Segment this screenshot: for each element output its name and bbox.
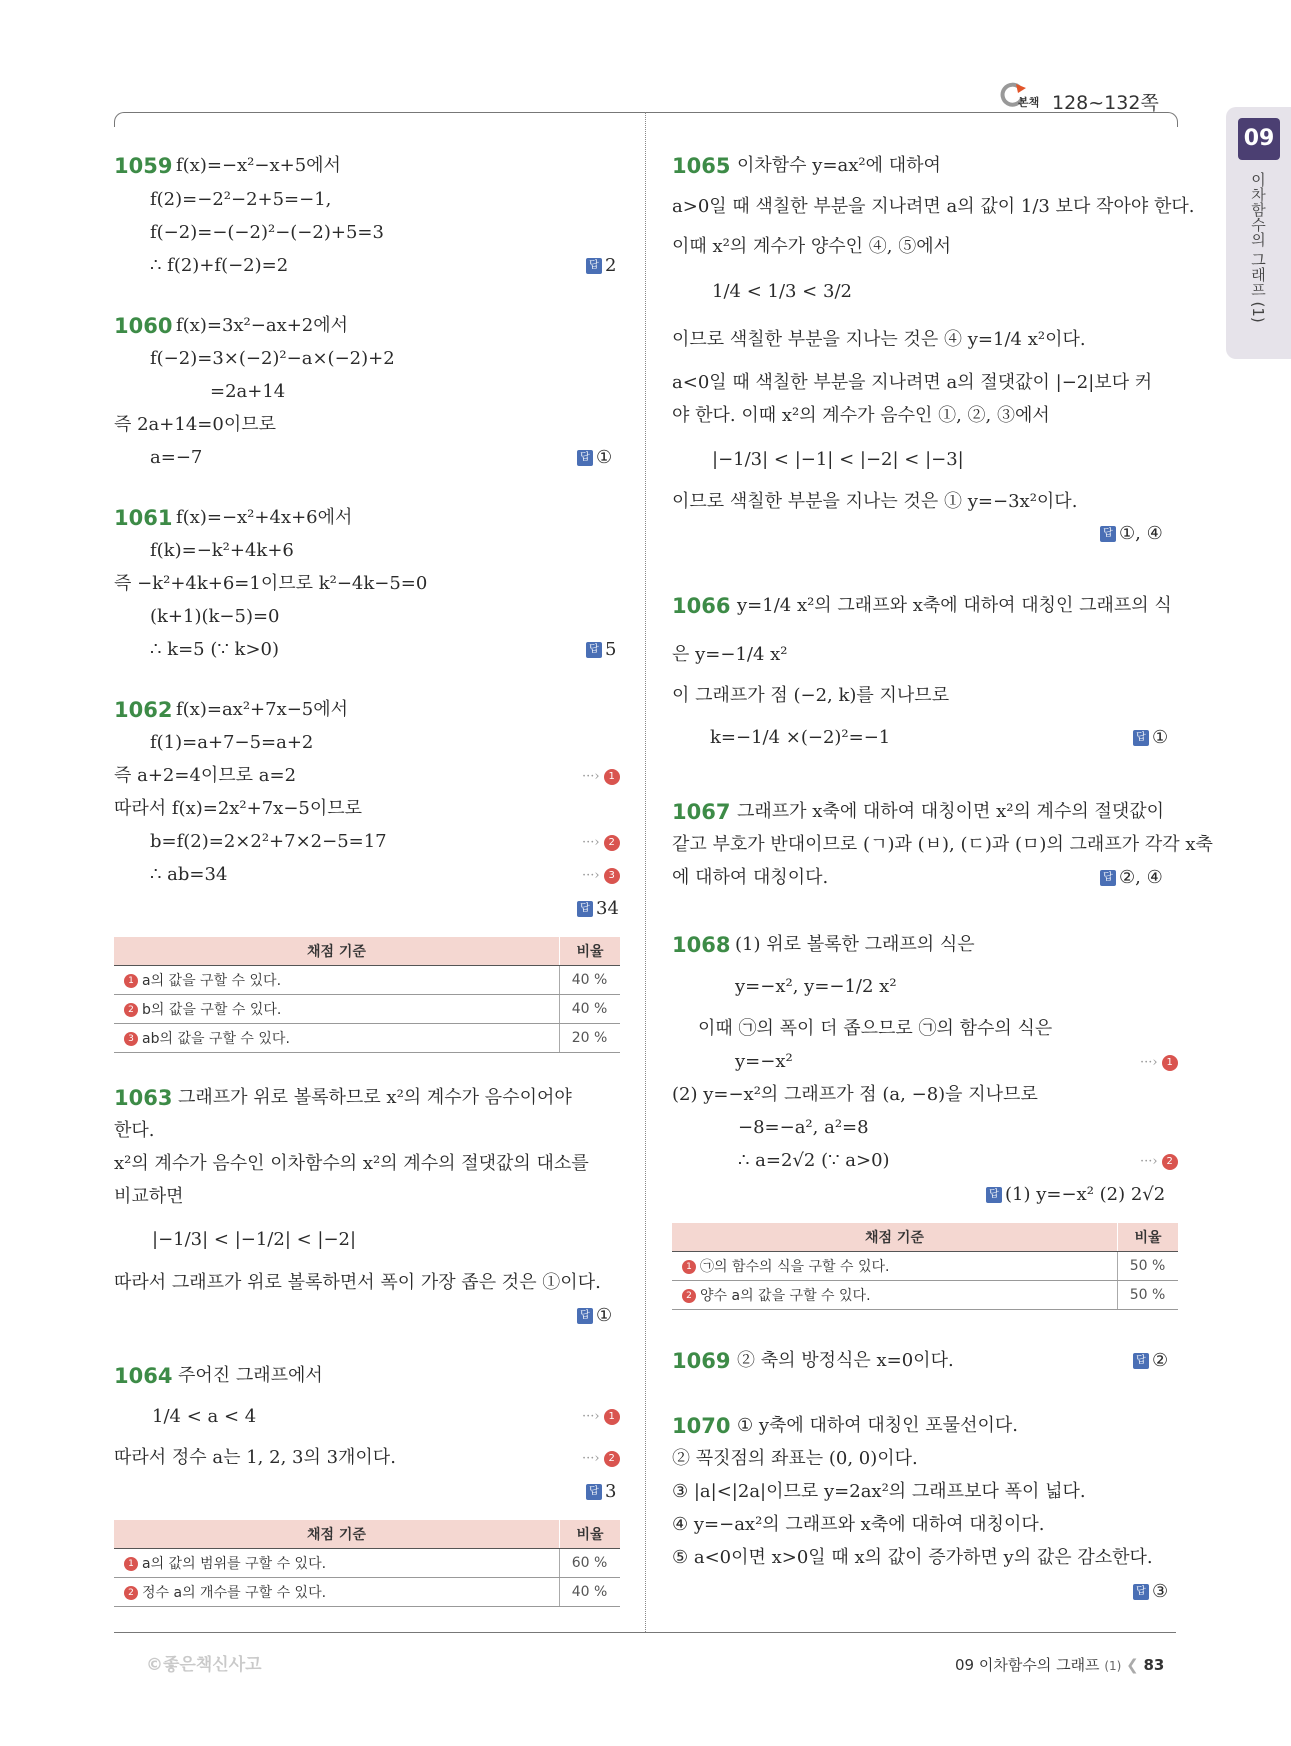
solution-line: (2) y=−x²의 그래프가 점 (a, −8)을 지나므로 [672, 1084, 1038, 1105]
criteria-row: 3 ab의 값을 구할 수 있다. [114, 1024, 560, 1053]
solution-line: 이때 ㉠의 폭이 더 좁으므로 ㉠의 함수의 식은 [698, 1018, 1053, 1039]
answer: 답 3 [586, 1480, 616, 1504]
solution-line: 에 대하여 대칭이다. [672, 867, 829, 888]
solution-line: 야 한다. 이때 x²의 계수가 음수인 ①, ②, ③에서 [672, 405, 1050, 426]
solution-line: f(x)=3x²−ax+2에서 [176, 315, 349, 336]
chevron-left-icon: ❮ [1126, 1656, 1139, 1674]
problem-number: 1065 [672, 154, 731, 178]
grading-criteria-table [114, 937, 620, 1053]
criteria-row: 1 a의 값의 범위를 구할 수 있다. [114, 1549, 560, 1578]
solution-line: 즉 2a+14=0이므로 [114, 414, 276, 435]
solution-line: f(x)=−x²−x+5에서 [176, 155, 341, 176]
solution-line: 1/4 < 1/3 < 3/2 [712, 281, 852, 302]
step-marker: ···› 3 [582, 867, 620, 885]
answer: 답 5 [586, 638, 616, 662]
solution-line: ⑤ a<0이면 x>0일 때 x의 값이 증가하면 y의 값은 감소한다. [672, 1547, 1153, 1568]
answer-box-icon: 답 [577, 1308, 593, 1324]
problem-number: 1061 [114, 506, 173, 530]
criteria-row: 1 ㉠의 함수의 식을 구할 수 있다. [672, 1252, 1118, 1281]
solution-line: y=1/4 x²의 그래프와 x축에 대하여 대칭인 그래프의 식 [737, 595, 1172, 616]
solution-line: ② 꼭짓점의 좌표는 (0, 0)이다. [672, 1448, 918, 1469]
solution-line: 따라서 f(x)=2x²+7x−5이므로 [114, 798, 363, 819]
solution-line: 이므로 색칠한 부분을 지나는 것은 ④ y=1/4 x²이다. [672, 329, 1086, 350]
step-marker-icon: 2 [1162, 1154, 1178, 1170]
ratio-header: 비율 [560, 1520, 621, 1549]
solution-line: 이므로 색칠한 부분을 지나는 것은 ① y=−3x²이다. [672, 491, 1078, 512]
solution-line: k=−1/4 ×(−2)²=−1 [710, 727, 891, 748]
problem-number: 1060 [114, 314, 173, 338]
criteria-ratio: 20 % [560, 1024, 621, 1053]
solution-line: 따라서 그래프가 위로 볼록하면서 폭이 가장 좁은 것은 ①이다. [114, 1272, 601, 1293]
solution-line: ∴ f(2)+f(−2)=2 [150, 255, 289, 276]
solution-line: b=f(2)=2×2²+7×2−5=17 [150, 831, 387, 852]
answer-box-icon: 답 [1133, 1353, 1149, 1369]
solution-line: |−1/3| < |−1/2| < |−2| [152, 1229, 357, 1250]
chapter-number: 09 [1238, 118, 1280, 160]
answer: 답 ① [577, 446, 612, 470]
solution-line: |−1/3| < |−1| < |−2| < |−3| [712, 449, 964, 470]
step-marker: ···› 1 [1140, 1054, 1178, 1072]
solution-line: f(x)=ax²+7x−5에서 [176, 699, 349, 720]
publisher-mark: ©좋은책신사고 [146, 1655, 262, 1675]
solution-line: ④ y=−ax²의 그래프와 x축에 대하여 대칭이다. [672, 1514, 1045, 1535]
top-rule [114, 112, 1178, 127]
answer-box-icon: 답 [586, 1484, 602, 1500]
solution-line: y=−x² [735, 1051, 793, 1072]
solution-line: f(−2)=3×(−2)²−a×(−2)+2 [150, 348, 395, 369]
step-marker: ···› 2 [582, 1450, 620, 1468]
criteria-row: 2 양수 a의 값을 구할 수 있다. [672, 1281, 1118, 1310]
criteria-row: 2 b의 값을 구할 수 있다. [114, 995, 560, 1024]
solution-line: =2a+14 [210, 381, 286, 402]
column-divider [645, 112, 646, 1632]
problem-number: 1068 [672, 933, 731, 957]
step-marker-icon: 1 [1162, 1055, 1178, 1071]
problem-number: 1062 [114, 698, 173, 722]
solution-line: a>0일 때 색칠한 부분을 지나려면 a의 값이 1/3 보다 작아야 한다. [672, 196, 1195, 217]
chapter-title: 이차함수의 그래프 (1) [1249, 172, 1267, 323]
ratio-header: 비율 [1118, 1223, 1179, 1252]
solution-line: a=−7 [150, 447, 203, 468]
solution-line: 그래프가 위로 볼록하므로 x²의 계수가 음수이어야 [178, 1087, 572, 1108]
criteria-header: 채점 기준 [672, 1223, 1118, 1252]
problem-number: 1067 [672, 800, 731, 824]
criteria-ratio: 40 % [560, 1578, 621, 1607]
solution-line: ∴ k=5 (∵ k>0) [150, 639, 279, 660]
step-marker-icon: 2 [604, 835, 620, 851]
solution-line: 같고 부호가 반대이므로 (ㄱ)과 (ㅂ), (ㄷ)과 (ㅁ)의 그래프가 각각 x축 [672, 834, 1213, 855]
criteria-header: 채점 기준 [114, 1520, 560, 1549]
criteria-ratio: 50 % [1118, 1252, 1179, 1281]
step-marker-icon: 1 [604, 769, 620, 785]
answer-box-icon: 답 [1100, 526, 1116, 542]
book-label: 본책 [1018, 96, 1040, 109]
solution-line: (k+1)(k−5)=0 [150, 606, 280, 627]
answer-box-icon: 답 [586, 642, 602, 658]
solution-line: f(1)=a+7−5=a+2 [150, 732, 314, 753]
grading-criteria-table [672, 1223, 1178, 1310]
ratio-header: 비율 [560, 937, 621, 966]
answer-box-icon: 답 [1133, 1584, 1149, 1600]
answer: 답 ① [1133, 726, 1168, 750]
solution-line: 이 그래프가 점 (−2, k)를 지나므로 [672, 685, 950, 706]
footer-chapter [955, 1654, 1164, 1675]
answer: 답 ② [1133, 1349, 1168, 1373]
grading-criteria-table [114, 1520, 620, 1607]
bottom-rule [114, 1632, 1176, 1633]
step-marker-icon: 1 [604, 1409, 620, 1425]
solution-line: 1/4 < a < 4 [152, 1406, 257, 1427]
solution-line: 한다. [114, 1120, 155, 1141]
solution-line: f(−2)=−(−2)²−(−2)+5=3 [150, 222, 384, 243]
answer: 답 ②, ④ [1100, 866, 1163, 890]
solution-line: ∴ ab=34 [150, 864, 228, 885]
answer-box-icon: 답 [586, 258, 602, 274]
problem-number: 1063 [114, 1086, 173, 1110]
answer-box-icon: 답 [577, 450, 593, 466]
page-range: 128~132쪽 [1052, 92, 1159, 114]
step-marker: ···› 2 [582, 834, 620, 852]
solution-line: ② 축의 방정식은 x=0이다. [737, 1350, 954, 1371]
step-marker-icon: 3 [604, 868, 620, 884]
criteria-row: 2 정수 a의 개수를 구할 수 있다. [114, 1578, 560, 1607]
solution-line: f(x)=−x²+4x+6에서 [176, 507, 353, 528]
criteria-ratio: 40 % [560, 966, 621, 995]
criteria-row: 1 a의 값을 구할 수 있다. [114, 966, 560, 995]
step-marker: ···› 1 [582, 1408, 620, 1426]
solution-line: ③ |a|<|2a|이므로 y=2ax²의 그래프보다 폭이 넓다. [672, 1481, 1086, 1502]
answer: 답 (1) y=−x² (2) 2√2 [986, 1183, 1165, 1207]
criteria-header: 채점 기준 [114, 937, 560, 966]
step-marker-icon: 2 [604, 1451, 620, 1467]
solution-line: 그래프가 x축에 대하여 대칭이면 x²의 계수의 절댓값이 [737, 801, 1164, 822]
solution-line: f(2)=−2²−2+5=−1, [150, 189, 332, 210]
answer: 답 ③ [1133, 1580, 1168, 1604]
answer-box-icon: 답 [1133, 730, 1149, 746]
answer: 답 ①, ④ [1100, 522, 1163, 546]
solution-line: 따라서 정수 a는 1, 2, 3의 3개이다. [114, 1447, 396, 1468]
problem-number: 1059 [114, 154, 173, 178]
solution-line: ∴ a=2√2 (∵ a>0) [738, 1150, 890, 1171]
criteria-ratio: 60 % [560, 1549, 621, 1578]
solution-line: y=−x², y=−1/2 x² [735, 976, 897, 997]
answer-box-icon: 답 [986, 1187, 1002, 1203]
footer-chapter-part: (1) [1104, 1659, 1122, 1673]
answer: 답 2 [586, 254, 616, 278]
problem-number: 1064 [114, 1364, 173, 1388]
step-marker: ···› 2 [1140, 1153, 1178, 1171]
solution-line: x²의 계수가 음수인 이차함수의 x²의 계수의 절댓값의 대소를 [114, 1153, 589, 1174]
problem-number: 1069 [672, 1349, 731, 1373]
solution-line: 비교하면 [114, 1186, 184, 1207]
problem-number: 1070 [672, 1414, 731, 1438]
solution-line: −8=−a², a²=8 [738, 1117, 869, 1138]
answer-box-icon: 답 [1100, 870, 1116, 886]
solution-line: 이차함수 y=ax²에 대하여 [737, 155, 941, 176]
problem-number: 1066 [672, 594, 731, 618]
solution-line: 이때 x²의 계수가 양수인 ④, ⑤에서 [672, 236, 951, 257]
answer-box-icon: 답 [577, 901, 593, 917]
solution-line: 즉 a+2=4이므로 a=2 [114, 765, 297, 786]
solution-line: f(k)=−k²+4k+6 [150, 540, 294, 561]
solution-line: a<0일 때 색칠한 부분을 지나려면 a의 절댓값이 |−2|보다 커 [672, 372, 1153, 393]
page-number: 83 [1143, 1656, 1165, 1674]
solution-line: 주어진 그래프에서 [178, 1365, 323, 1386]
answer: 답 34 [577, 897, 619, 921]
criteria-ratio: 50 % [1118, 1281, 1179, 1310]
step-marker: ···› 1 [582, 768, 620, 786]
footer-chapter-title: 09 이차함수의 그래프 [955, 1656, 1100, 1674]
answer: 답 ① [577, 1304, 612, 1328]
solution-line: 은 y=−1/4 x² [672, 644, 788, 665]
solution-line: (1) 위로 볼록한 그래프의 식은 [735, 934, 975, 955]
solution-line: ① y축에 대하여 대칭인 포물선이다. [737, 1415, 1018, 1436]
solution-line: 즉 −k²+4k+6=1이므로 k²−4k−5=0 [114, 573, 428, 594]
criteria-ratio: 40 % [560, 995, 621, 1024]
